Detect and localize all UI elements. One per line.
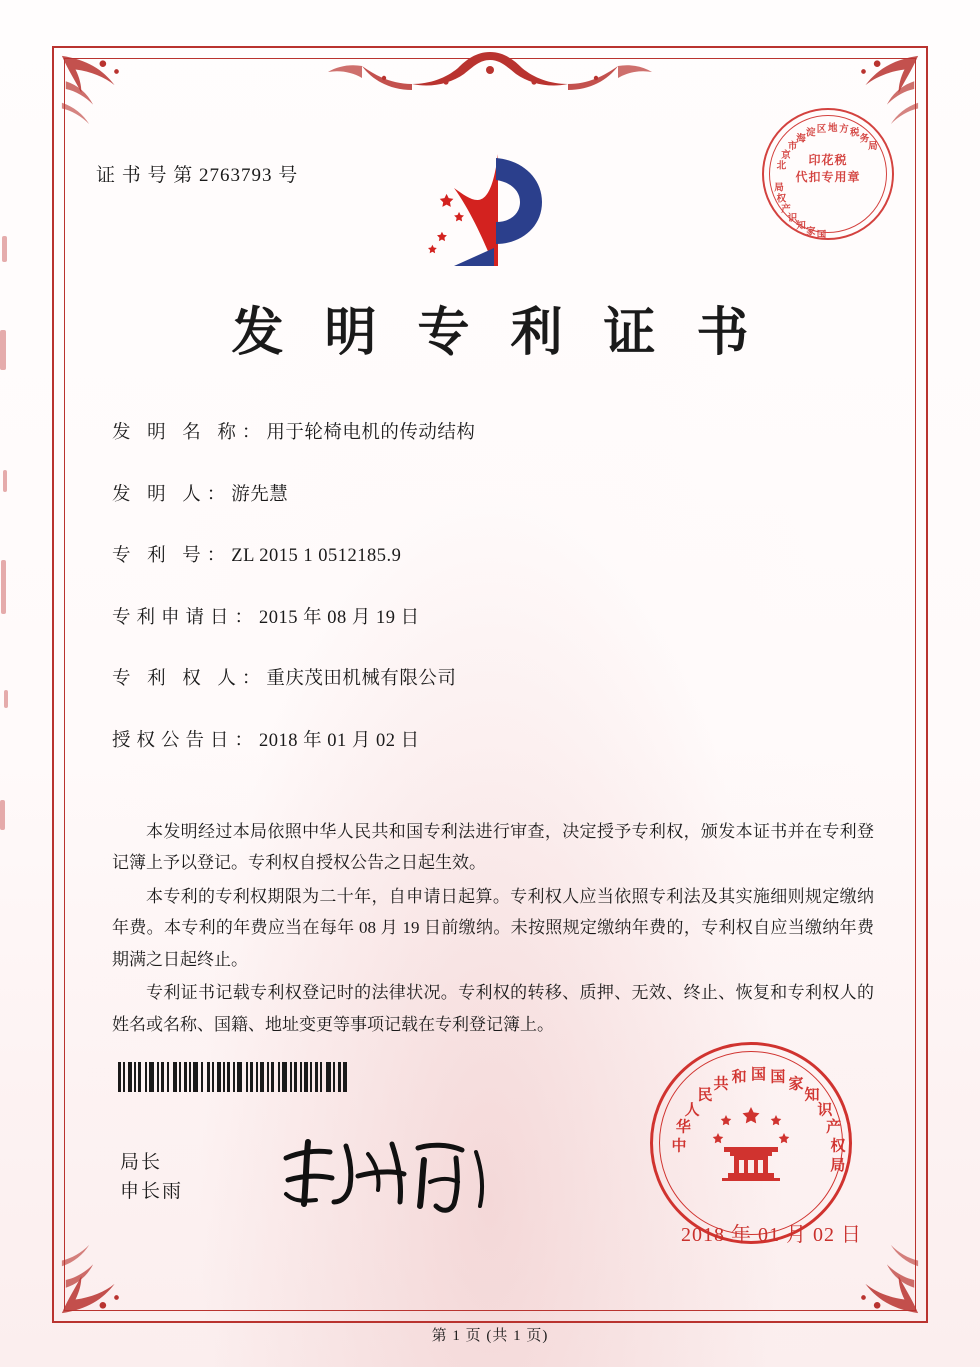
field-inventor [112,486,870,505]
field-value: 2018 年 01 月 02 日 [259,730,420,751]
official-round-seal [650,1042,852,1244]
field-patentee [112,670,870,689]
seal-top-arc-upper: 北 京 市 海 淀 区 地 方 税 务 局 [776,124,878,172]
field-patent-number [112,547,870,566]
field-value: 用于轮椅电机的传动结构 [266,423,476,443]
paragraph-3: 专利证书记载专利权登记时的法律状况。专利权的转移、质押、无效、终止、恢复和专利权人的姓名或名称、国籍、地址变更等事项记载在专利登记簿上。 [112,983,874,1034]
top-center-ornament [280,48,700,94]
page-footer: 第 1 页 (共 1 页) [431,1328,549,1344]
tax-stamp-seal [762,108,894,240]
field-list [112,424,870,793]
field-label: 授权公告日： [112,730,260,751]
field-label: 发 明 名 称： [112,423,267,443]
field-value: 2015 年 08 月 19 日 [259,607,420,628]
seal-issue-date: 2018 年 01 月 02 日 [681,1224,862,1246]
paragraph-2: 本专利的专利权期限为二十年，自申请日起算。专利权人应当依照专利法及其实施细则规定缴纳年费。本专利的年费应当在每年 08 月 19 日前缴纳。未按照规定缴纳年费的，专利权自应当缴纳年费期满之日起终止。 [112,886,874,969]
cnipa-logo-icon [410,148,560,278]
seal-bottom-arc-text: 中 华 人 民 共 和 国 国 家 知 识 产 权 局 [671,1067,846,1175]
handwritten-signature [272,1128,502,1220]
field-value: 重庆茂田机械有限公司 [266,669,457,689]
field-application-date [112,609,870,628]
certificate-number: 证 书 号 第 2763793 号 [96,165,299,186]
field-invention-name [112,424,870,443]
field-label: 专 利 权 人： [112,669,267,689]
paragraph-1: 本发明经过本局依照中华人民共和国专利法进行审查，决定授予专利权，颁发本证书并在专利登记簿上予以登记。专利权自授权公告之日起生效。 [112,822,874,873]
director-name: 申长雨 [120,1181,184,1203]
barcode [118,1062,380,1092]
field-label: 发 明 人： [112,484,232,505]
field-label: 专利申请日： [112,607,260,628]
field-value: 游先慧 [231,484,289,505]
field-grant-announcement-date [112,732,870,751]
seal-top-line1: 印花税 [808,153,848,167]
page-edge-marks [0,0,14,1367]
field-label: 专 利 号： [112,546,232,566]
national-emblem-icon [708,1105,794,1181]
page-title: 发 明 专 利 证 书 [231,305,763,362]
body-text [112,816,874,1042]
seal-top-line2: 代扣专用章 [795,170,861,185]
director-label: 局长 [120,1152,163,1173]
field-value: ZL 2015 1 0512185.9 [231,546,402,566]
director-block [120,1148,183,1207]
seal-top-arc-lower: 国 家 知 识 产 权 局 [774,183,827,241]
seal-top-center-text [764,152,892,187]
